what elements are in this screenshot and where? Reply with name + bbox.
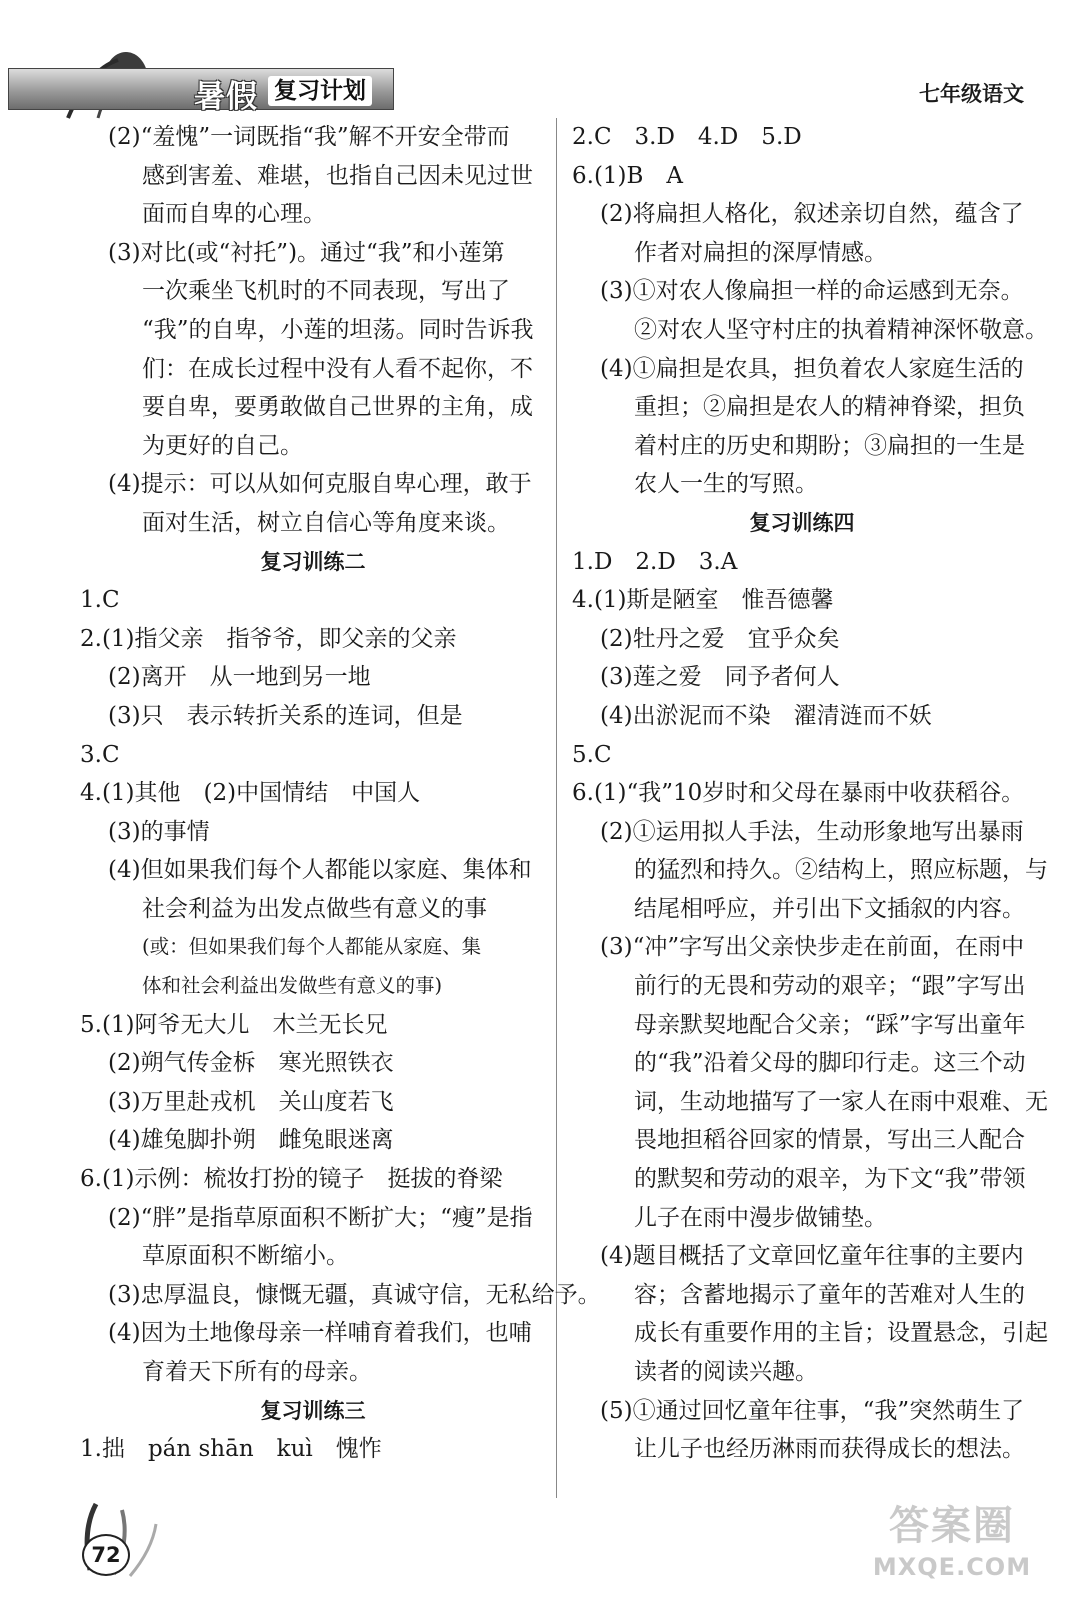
answer-line: 读者的阅读兴趣。 [634,1359,818,1385]
page-number: 72 [82,1534,130,1576]
answer-line: (或：但如果我们每个人都能从家庭、集 [142,935,482,959]
answer-line: 重担；②扁担是农人的精神脊梁，担负 [634,394,1025,421]
answer-line: 畏地担稻谷回家的情景，写出三人配合 [634,1127,1025,1154]
answer-line: 草原面积不断缩小。 [142,1243,349,1270]
answer-line: 2.(1)指父亲 指爷爷，即父亲的父亲 [80,625,457,652]
section-title: 复习训练二 [260,549,366,574]
answer-line: (4)因为土地像母亲一样哺育着我们，也哺 [108,1320,532,1347]
answer-line: 3.C [80,741,120,768]
answer-line: 面对生活，树立自信心等角度来谈。 [142,509,510,536]
answer-line: 6.(1)“我”10岁时和父母在暴雨中收获稻谷。 [572,780,1025,807]
answer-line: 感到害羞、难堪，也指自己因未见过世 [142,162,533,189]
answer-line: 让儿子也经历淋雨而获得成长的想法。 [634,1436,1025,1463]
answer-line: 儿子在雨中漫步做铺垫。 [634,1204,887,1231]
answer-line: (2)离开 从一地到另一地 [108,664,371,691]
answer-line: 为更好的自己。 [142,432,303,459]
answer-line: (3)的事情 [108,818,210,845]
answer-line: (3)对比(或“衬托”)。通过“我”和小莲第 [108,239,505,266]
answer-line: (3)忠厚温良，慷慨无疆，真诚守信，无私给予。 [108,1281,601,1308]
page-number-badge [60,1500,180,1580]
answer-line: 1.D 2.D 3.A [572,548,738,575]
answer-line: (2)牡丹之爱 宜乎众矣 [600,625,840,652]
watermark [862,1500,1042,1590]
answer-line: 1.C [80,587,120,614]
answer-line: (5)①通过回忆童年往事，“我”突然萌生了 [600,1397,1025,1424]
answer-line: 6.(1)示例：梳妆打扮的镜子 挺拔的脊梁 [80,1166,503,1193]
answer-line: “我”的自卑，小莲的坦荡。同时告诉我 [142,316,534,343]
answer-line: 5.(1)阿爷无大儿 木兰无长兄 [80,1011,388,1038]
answer-line: 4.(1)其他 (2)中国情结 中国人 [80,780,421,807]
answer-line: 们：在成长过程中没有人看不起你，不 [142,355,533,382]
answer-line: (4)出淤泥而不染 濯清涟而不妖 [600,702,932,729]
answer-line: (3)万里赴戎机 关山度若飞 [108,1088,394,1115]
header-grade-subject: 七年级语文 [919,82,1024,106]
answer-line: (2)“胖”是指草原面积不断扩大；“瘦”是指 [108,1204,533,1231]
answer-line: (2)将扁担人格化，叙述亲切自然，蕴含了 [600,201,1024,228]
answer-line: (4)提示：可以从如何克服自卑心理，敢于 [108,471,532,498]
watermark-en: MXQE.COM [872,1553,1032,1581]
answer-line: 的“我”沿着父母的脚印行走。这三个动 [634,1050,1026,1077]
header-plan-label: 复习计划 [268,76,372,106]
answer-line: (3)①对农人像扁担一样的命运感到无奈。 [600,278,1024,305]
answer-line: 体和社会利益出发做些有意义的事) [142,974,443,998]
answer-line: 要自卑，要勇敢做自己世界的主角，成 [142,394,533,421]
answer-line: (4)①扁担是农具，担负着农人家庭生活的 [600,355,1024,382]
answer-line: 作者对扁担的深厚情感。 [634,239,887,266]
answer-line: 社会利益为出发点做些有意义的事 [142,895,487,922]
answer-line: 农人一生的写照。 [634,471,818,498]
answer-line: 着村庄的历史和期盼；③扁担的一生是 [634,432,1025,459]
answer-line: 一次乘坐飞机时的不同表现，写出了 [142,278,510,305]
header-brand: 暑假 [194,79,258,115]
answer-line: 5.C [572,741,612,768]
answer-line: 4.(1)斯是陋室 惟吾德馨 [572,587,834,614]
answer-line: 的猛烈和持久。②结构上，照应标题，与 [634,857,1048,884]
answer-line: (4)但如果我们每个人都能以家庭、集体和 [108,857,532,884]
answer-line: (2)朔气传金柝 寒光照铁衣 [108,1050,394,1077]
answer-line: 1.拙 pán shān kuì 愧怍 [80,1436,382,1463]
answer-line: 前行的无畏和劳动的艰辛；“跟”字写出 [634,973,1026,1000]
section-title: 复习训练三 [260,1398,366,1423]
answer-line: 母亲默契地配合父亲；“踩”字写出童年 [634,1011,1026,1038]
answer-line: (2)“羞愧”一词既指“我”解不开安全带而 [108,124,510,150]
answer-line: 结尾相呼应，并引出下文插叙的内容。 [634,895,1025,922]
answer-line: 的默契和劳动的艰辛，为下文“我”带领 [634,1166,1026,1193]
answer-line: (3)只 表示转折关系的连词，但是 [108,702,463,729]
answer-line: 词，生动地描写了一家人在雨中艰难、无 [634,1088,1048,1115]
right-column [572,118,1048,1469]
answer-line: (2)①运用拟人手法，生动形象地写出暴雨 [600,818,1024,845]
answer-line: (3)莲之爱 同予者何人 [600,664,840,691]
answer-line: (4)题目概括了文章回忆童年往事的主要内 [600,1243,1024,1270]
answer-line: 成长有重要作用的主旨；设置悬念，引起 [634,1320,1048,1347]
answer-line: 2.C 3.D 4.D 5.D [572,124,802,150]
answer-line: 面而自卑的心理。 [142,201,326,228]
section-title: 复习训练四 [749,510,855,535]
answer-line: ②对农人坚守村庄的执着精神深怀敬意。 [634,316,1048,343]
watermark-cn: 答案圈 [889,1503,1015,1549]
answer-line: (4)雄兔脚扑朔 雌兔眼迷离 [108,1127,394,1154]
page-header [0,0,1072,130]
answer-line: (3)“冲”字写出父亲快步走在前面，在雨中 [600,934,1025,961]
answer-line: 容；含蓄地揭示了童年的苦难对人生的 [634,1281,1025,1308]
answer-line: 育着天下所有的母亲。 [142,1359,372,1385]
answer-line: 6.(1)B A [572,162,684,189]
